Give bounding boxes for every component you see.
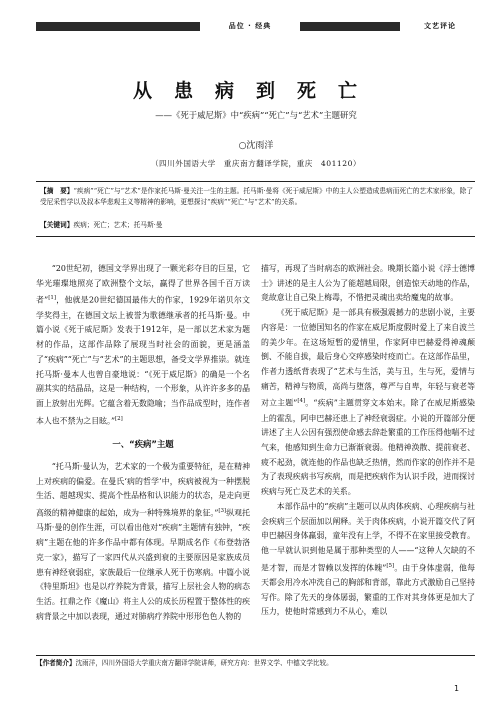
author-bio <box>36 658 475 668</box>
abstract-top-rule <box>36 181 475 182</box>
article-title: 从患病到死亡 <box>132 80 379 102</box>
journal-name: 品位 · 经典 <box>200 20 300 32</box>
article-subtitle: ——《死于威尼斯》中“疾病”“死亡”与“艺术”主题研究 <box>155 110 357 120</box>
citation-ref: [5] <box>386 562 395 569</box>
body-paragraph: 本部作品中的“疾病”主题可以从肉体疾病、心理疾病与社会疾病三个层面加以阐释。关于肉体疾病，小说开篇交代了阿申巴赫因身体羸弱，童年没有上学，不得不在家里接受教育。他一早就认识到他是属于那种类型的人——“这种人欠缺的不是才智，而是才智赖以发挥的体魄”[5]。由于身体虚弱，他每天都会用冷水冲洗自己的胸部和背部，靠此方式激励自己坚持写作。除了先天的身体孱弱，繁重的工作对其身体更是加大了压力，使他时常感到力不从心，难以 <box>261 501 475 617</box>
citation-ref: [4] <box>297 398 306 405</box>
body-paragraph: 描写，再现了当时病态的欧洲社会。晚期长篇小说《浮士德博士》讲述的是主人公为了能超越局限，创造惊天动地的作品，竟故意让自己染上梅毒，不惜把灵魂出卖给魔鬼的故事。 <box>261 264 475 303</box>
abstract <box>40 186 473 208</box>
citation-ref: [2] <box>115 415 123 422</box>
section-heading: 一、“疾病”主题 <box>112 438 174 449</box>
abstract-text: “疾病”“死亡”与“艺术”是作家托马斯·曼关注一生的主题。托马斯·曼将《死于威尼斯》中的主人公塑造成患病而死亡的艺术家形象，除了受尼采哲学以及叔本华悲观主义等精神的影响，更想探讨“疾病”“死亡”与“艺术”的关系。 <box>40 187 474 207</box>
body-left-column <box>36 262 250 624</box>
abstract-label: 【摘 要】 <box>40 187 74 195</box>
author-name: ○沈雨洋 <box>238 141 274 151</box>
body-paragraph: “20世纪初，德国文学界出现了一颗光彩夺目的巨星，它华光璀璨地照亮了欧洲整个文坛，赢得了世界各国千百万读者”[1]，他就是20世纪德国最伟大的作家，1929年诺贝尔文学奖得主，在德国文坛上被誉为歌德继承者的托马斯·曼。中篇小说《死于威尼斯》发表于1912年，是一部以艺术家为题材的作品，这部作品除了展现当时社会的面貌，更是涵盖了“疾病”“死亡”与“艺术”的主题思想，备受文学界推崇。就连托马斯·曼本人也曾自豪地说：“《死于威尼斯》的确是一个名副其实的结晶品，这是一种结构，一个形象，从许许多多的晶面上放射出光辉。它蕴含着无数隐喻；当作品成型时，连作者本人也不禁为之目眩。”[2] <box>36 264 250 426</box>
citation-ref: [3] <box>218 508 227 515</box>
body-paragraph: 《死于威尼斯》是一部具有极强震撼力的悲剧小说，主要内容是：一位德国知名的作家在威尼斯度假时爱上了来自波兰的美少年。在这场短暂的爱情里，作家阿申巴赫爱得神魂颠倒、不能自拔，最后身心交瘁感染时疫而亡。在这部作品里，作者力透纸背表现了“艺术与生活，美与丑，生与死，爱情与痛苦，精神与物质，高尚与堕落，尊严与自卑，年轻与衰老等对立主题”[4]。“疾病”主题贯穿文本始末。除了在威尼斯感染上的霍乱，阿申巴赫还患上了神经衰弱症。小说的开篇部分便讲述了主人公因有强烈使命感去辞赴繁重的工作压得他喘不过气来，他感知到生命力已渐渐衰弱。他精神涣散、提前衰老、疲不起劲，就连他的作品也缺乏热情，然而作家的创作并不是为了表现疾病书写疾病，而是把疾病作为认识手段，进而探讨疾病与死亡及艺术的关系。 <box>261 308 475 497</box>
keywords <box>40 220 473 231</box>
abstract-bottom-rule <box>36 236 475 237</box>
citation-ref: [1] <box>48 295 56 302</box>
page-number: 1 <box>454 684 460 693</box>
author-bio-text: 沈雨洋，四川外国语大学重庆南方翻译学院讲师，研究方向：世界文学、中德文学比较。 <box>75 659 333 667</box>
body-right-column <box>261 262 475 620</box>
keywords-text: 疾病；死亡；艺术；托马斯·曼 <box>73 221 163 229</box>
keywords-label: 【关键词】 <box>40 221 74 229</box>
footnote-rule <box>36 655 475 656</box>
body-paragraph: “托马斯·曼认为，艺术家的一个极为重要特征，是在精神上对疾病的偏爱。在曼氏‘病的哲学’中，疾病被视为一种摆脱生活、超越现实、提高个性品格和认识能力的状态，是走向更高级的精神健康的起始，成为一种特殊境界的象征。”[3]纵观托马斯·曼的创作生涯，可以看出他对“疾病”主题情有独钟，“疾病”主题在他的许多作品中都有体现。早期成名作《布登勃洛克一家》，描写了一家四代从兴盛到衰的主要原因是家族成员患有神经衰弱症，家族最后一位继承人死于伤寒病。中篇小说《特里斯坦》也是以疗养院为背景，描写上层社会人物的病态生活。扛鼎之作《魔山》将主人公的成长历程置于整体性的疾病背景之中加以表现，通过对肺病疗养院中形形色色人物的 <box>36 461 250 621</box>
author-bio-label: 【作者简介】 <box>36 659 76 667</box>
author-affiliation: （四川外国语大学 重庆南方翻译学院，重庆 401120） <box>150 159 362 168</box>
section-name: 文艺评论 <box>400 20 480 32</box>
